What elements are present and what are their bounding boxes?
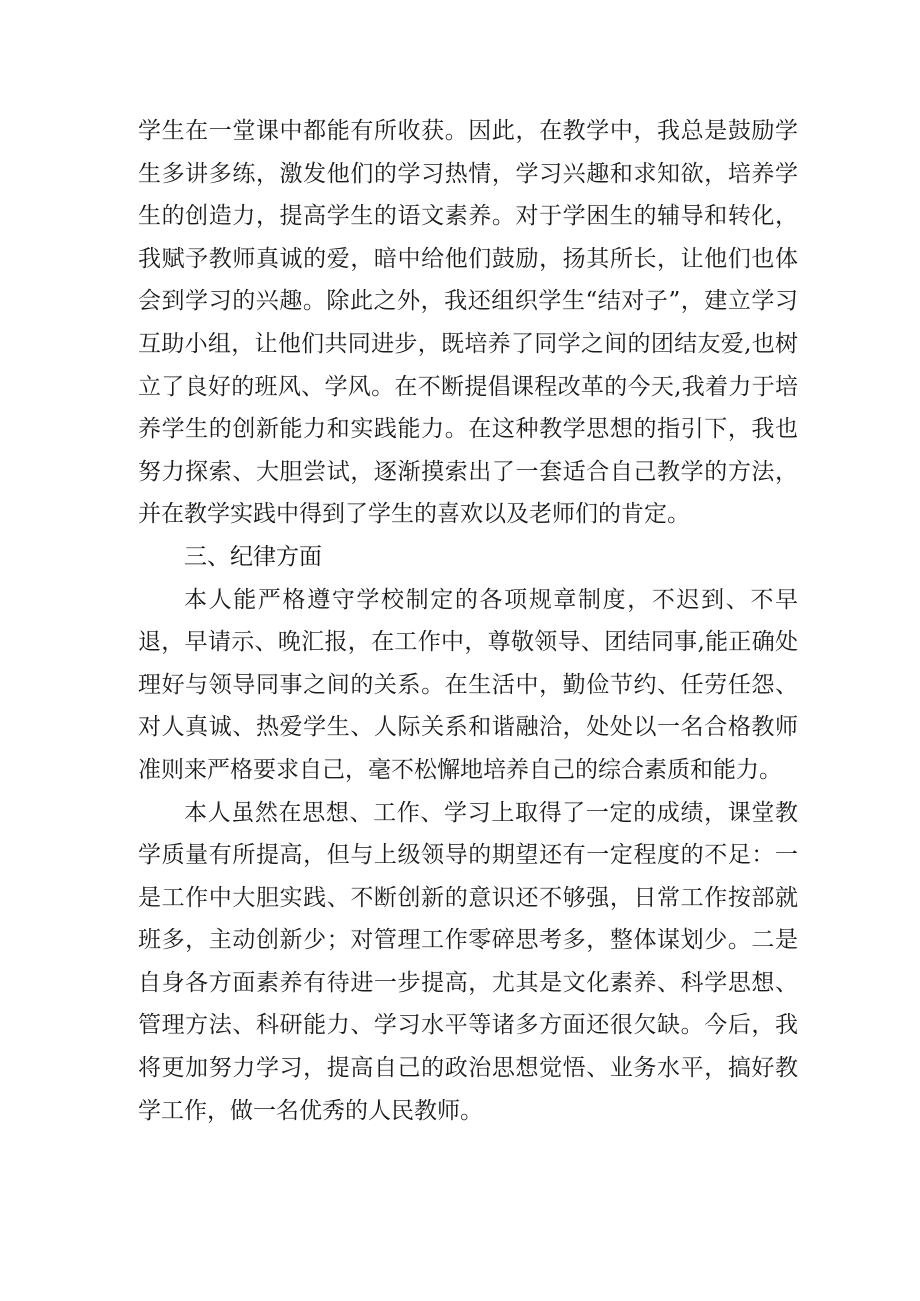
paragraph-discipline: 本人能严格遵守学校制定的各项规章制度，不迟到、不早退，早请示、晚汇报，在工作中，尊敬领导、团结同事,能正确处理好与领导同事之间的关系。在生活中，勤俭节约、任劳任怨、对人真诚、热爱学生、人际关系和谐融洽，处处以一名合格教师准则来严格要求自己，毫不松懈地培养自己的综合素质和能力。 — [138, 586, 798, 783]
section-heading-discipline: 三、纪律方面 — [184, 543, 322, 570]
paragraph-teaching-methods: 学生在一堂课中都能有所收获。因此，在教学中，我总是鼓励学生多讲多练，激发他们的学习热情，学习兴趣和求知欲，培养学生的创造力，提高学生的语文素养。对于学困生的辅导和转化，我赋予教师真诚的爱，暗中给他们鼓励，扬其所长，让他们也体会到学习的兴趣。除此之外，我还组织学生“结对子”，建立学习互助小组，让他们共同进步，既培养了同学之间的团结友爱,也树立了良好的班风、学风。在不断提倡课程改革的今天,我着力于培养学生的创新能力和实践能力。在这种教学思想的指引下，我也努力探索、大胆尝试，逐渐摸索出了一套适合自己教学的方法，并在教学实践中得到了学生的喜欢以及老师们的肯定。 — [138, 118, 798, 528]
paragraph-self-assessment: 本人虽然在思想、工作、学习上取得了一定的成绩，课堂教学质量有所提高，但与上级领导的期望还有一定程度的不足：一是工作中大胆实践、不断创新的意识还不够强，日常工作按部就班多，主动创新少；对管理工作零碎思考多，整体谋划少。二是自身各方面素养有待进一步提高，尤其是文化素养、科学思想、管理方法、科研能力、学习水平等诸多方面还很欠缺。今后，我将更加努力学习，提高自己的政治思想觉悟、业务水平，搞好教学工作，做一名优秀的人民教师。 — [138, 799, 798, 1124]
document-page — [138, 110, 798, 1132]
